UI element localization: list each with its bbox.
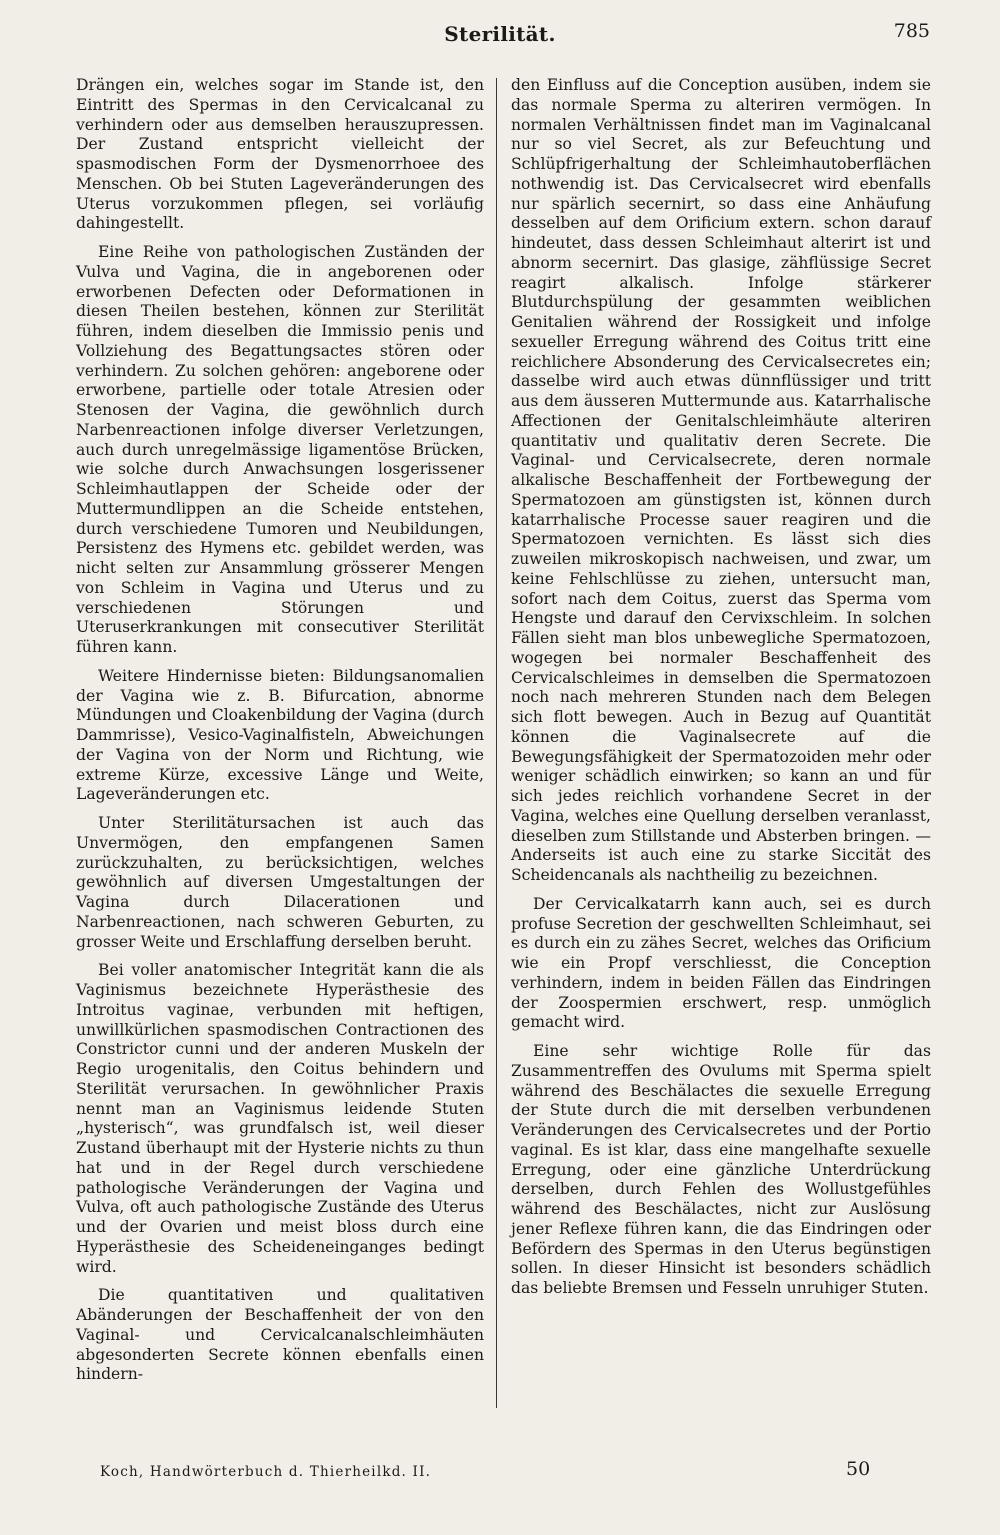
right-column (511, 76, 931, 1308)
column-divider (496, 78, 497, 1408)
right-paragraph-2: Der Cervicalkatarrh kann auch, sei es durch profuse Secretion der geschwellten Schleimhaut, sei es durch ein zu zähes Secret, welches das Orificium wie ein Propf verschliesst, die Conception verhindern, indem in beiden Fällen das Eindringen der Zoospermien erschwert, resp. unmöglich gemacht wird. (511, 894, 931, 1032)
left-paragraph-5: Bei voller anatomischer Integrität kann die als Vaginismus bezeichnete Hyperästhesie des Introitus vaginae, verbunden mit heftigen, unwillkürlichen spasmodischen Contractionen des Constrictor cunni und der anderen Muskeln der Regio urogenitalis, den Coitus behindern und Sterilität verursachen. In gewöhnlicher Praxis nennt man an Vaginismus leidende Stuten „hysterisch“, was grundfalsch ist, weil dieser Zustand überhaupt mit der Hysterie nichts zu thun hat und in der Regel durch verschiedene pathologische Veränderungen der Vagina und Vulva, oft auch pathologische Zustände des Uterus und der Ovarien und meist bloss durch eine Hyperästhesie des Scheideneinganges bedingt wird. (76, 961, 484, 1276)
left-paragraph-4: Unter Sterilitätursachen ist auch das Unvermögen, den empfangenen Samen zurückzuhalten, zu berücksichtigen, welches gewöhnlich auf diversen Umgestaltungen der Vagina durch Dilacerationen und Narbenreactionen, nach schweren Geburten, zu grosser Weite und Erschlaffung derselben beruht. (76, 814, 484, 951)
left-column (76, 76, 484, 1394)
right-paragraph-1: den Einfluss auf die Conception ausüben, indem sie das normale Sperma zu alteriren vermögen. In normalen Verhältnissen findet man im Vaginalcanal nur so viel Secret, als zur Befeuchtung und Schlüpfrigerhaltung der Schleimhautoberflächen nothwendig ist. Das Cervicalsecret wird ebenfalls nur spärlich secernirt, so dass eine Anhäufung desselben auf dem Orificium extern. schon darauf hindeutet, dass dessen Schleimhaut alterirt ist und abnorm secernirt. Das glasige, zähflüssige Secret reagirt alkalisch. Infolge stärkerer Blutdurchspülung der gesammten weiblichen Genitalien während der Rossigkeit und infolge sexueller Erregung während des Coitus tritt eine reichlichere Absonderung des Cervicalsecretes ein; dasselbe wird auch etwas dünnflüssiger und tritt aus dem äusseren Muttermunde aus. Katarrhalische Affectionen der Genitalschleimhäute alteriren quantitativ und qualitativ deren Secrete. Die Vaginal- und Cervicalsecrete, deren normale alkalische Beschaffenheit der Fortbewegung der Spermatozoen am günstigsten ist, können durch katarrhalische Processe sauer reagiren und die Spermatozoen vernichten. Es lässt sich dies zuweilen mikroskopisch nachweisen, und zwar, um keine Fehlschlüsse zu ziehen, untersucht man, sofort nach dem Coitus, zuerst das Sperma vom Hengste und darauf den Cervixschleim. In solchen Fällen sieht man blos unbewegliche Spermatozoen, wogegen bei normaler Beschaffenheit des Cervicalschleimes in demselben die Spermatozoen noch nach mehreren Stunden nach dem Belegen sich flott bewegen. Auch in Bezug auf Quantität können die Vaginalsecrete auf die Bewegungsfähigkeit der Spermatozoiden mehr oder weniger schädlich einwirken; so kann an und für sich jedes reichlich vorhandene Secret in der Vagina, welches eine Quellung derselben veranlasst, dieselben zum Stillstande und Absterben bringen. — Anderseits ist auch eine zu starke Siccität des Scheidencanals als nachtheilig zu bezeichnen. (511, 76, 931, 884)
right-paragraph-3: Eine sehr wichtige Rolle für das Zusammentreffen des Ovulums mit Sperma spielt während des Beschälactes die sexuelle Erregung der Stute durch die mit derselben verbundenen Veränderungen des Cervicalsecretes und der Portio vaginal. Es ist klar, dass eine mangelhafte sexuelle Erregung, oder eine gänzliche Unterdrückung derselben, durch Fehlen des Wollustgefühles während des Beschälactes, nicht zur Auslösung jener Reflexe führen kann, die das Eindringen oder Befördern des Spermas in den Uterus begünstigen sollen. In dieser Hinsicht ist besonders schädlich das beliebte Bremsen und Fesseln unruhiger Stuten. (511, 1042, 931, 1297)
footer-citation: Koch, Handwörterbuch d. Thierheilkd. II. (100, 1464, 432, 1480)
left-paragraph-2: Eine Reihe von pathologischen Zuständen der Vulva und Vagina, die in angeborenen oder erworbenen Defecten oder Deformationen in diesen Theilen bestehen, können zur Sterilität führen, indem dieselben die Immissio penis und Vollziehung des Begattungsactes stören oder verhindern. Zu solchen gehören: angeborene oder erworbene, partielle oder totale Atresien oder Stenosen der Vagina, die gewöhnlich durch Narbenreactionen infolge diverser Verletzungen, auch durch unregelmässige ligamentöse Brücken, wie solche durch Anwachsungen losgerissener Schleimhautlappen der Scheide oder der Muttermundlippen an die Scheide entstehen, durch verschiedene Tumoren und Neubildungen, Persistenz des Hymens etc. gebildet werden, was nicht selten zur Ansammlung grösserer Mengen von Schleim in Vagina und Uterus und zu verschiedenen Störungen und Uteruserkrankungen mit consecutiver Sterilität führen kann. (76, 243, 484, 656)
left-paragraph-3: Weitere Hindernisse bieten: Bildungsanomalien der Vagina wie z. B. Bifurcation, abnorme Mündungen und Cloakenbildung der Vagina (durch Dammrisse), Vesico-Vaginalfisteln, Abweichungen der Vagina von der Norm und Richtung, wie extreme Kürze, excessive Länge und Weite, Lageveränderungen etc. (76, 666, 484, 804)
left-paragraph-6: Die quantitativen und qualitativen Abänderungen der Beschaffenheit der von den Vaginal- und Cervicalcanalschleimhäuten abgesonderten Secrete können ebenfalls einen hindern- (76, 1286, 484, 1384)
page-number: 785 (893, 20, 930, 42)
sheet-number: 50 (846, 1458, 871, 1480)
running-head-title: Sterilität. (444, 22, 556, 46)
left-paragraph-1: Drängen ein, welches sogar im Stande ist, den Eintritt des Spermas in den Cervicalcanal zu verhindern oder aus demselben herauszupressen. Der Zustand entspricht vielleicht der spasmodischen Form der Dysmenorrhoee des Menschen. Ob bei Stuten Lageveränderungen des Uterus vorzukommen pflegen, sei vorläufig dahingestellt. (76, 76, 484, 233)
